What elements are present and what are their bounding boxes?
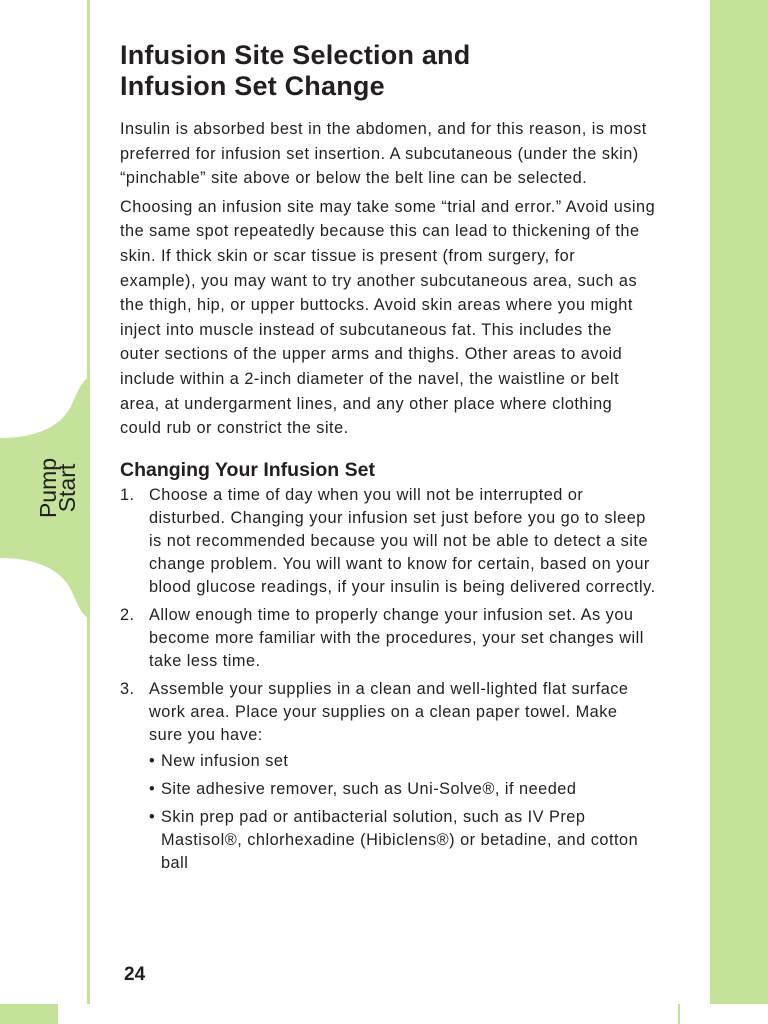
supply-item: • Site adhesive remover, such as Uni-Solve®, if needed [149,778,656,801]
right-margin-bar [710,0,768,1004]
side-tab-line2: Start [54,463,80,513]
step-text: Allow enough time to properly change your infusion set. As you become more familiar with the procedures, your set changes will take less time. [149,605,644,670]
step-item [120,484,656,599]
page-title [120,40,656,102]
bottom-left-tab [0,1004,58,1024]
step-item [120,604,656,673]
intro-paragraph: Insulin is absorbed best in the abdomen, and for this reason, is most preferred for infusion set insertion. A subcutaneous (under the skin) “pinchable” site above or below the belt line can be selected. [120,120,647,188]
step-text: Choose a time of day when you will not be interrupted or disturbed. Changing your infusion set just before you go to sleep is not recommended because you will not be able to detect a site change problem. You will want to know for certain, based on your blood glucose readings, if your insulin is being delivered correctly. [149,485,656,596]
step-item [120,678,656,875]
supplies-list [149,750,656,875]
step-number: 2. [120,605,135,624]
steps-list [120,484,656,875]
page-title-line2: Infusion Set Change [120,71,385,101]
side-tab-label [35,457,80,519]
supply-item: • Skin prep pad or antibacterial solution, such as IV Prep Mastisol®, chlorhexadine (Hibiclens®) or betadine, and cotton ball [149,806,656,875]
supply-item: • New infusion set [149,750,656,773]
site-selection-paragraph: Choosing an infusion site may take some “trial and error.” Avoid using the same spot repeatedly because this can lead to thickening of the skin. If thick skin or scar tissue is present (from surgery, for example), you may want to try another subcutaneous area, such as the thigh, hip, or upper buttocks. Avoid skin areas where you might inject into muscle instead of subcutaneous fat. This includes the outer sections of the upper arms and thighs. Other areas to avoid include within a 2-inch diameter of the navel, the waistline or belt area, at undergarment lines, and any other place where clothing could rub or constrict the site. [120,197,656,438]
section-heading: Changing Your Infusion Set [120,458,375,481]
page-title-line1: Infusion Site Selection and [120,40,471,70]
page-number: 24 [124,964,146,985]
main-content [120,40,656,880]
step-number: 1. [120,485,135,504]
bottom-right-line [678,1004,680,1024]
side-tab-line1: Pump [35,457,61,519]
step-number: 3. [120,679,135,698]
step-text: Assemble your supplies in a clean and well-lighted flat surface work area. Place your supplies on a clean paper towel. Make sure you have: [149,679,629,744]
